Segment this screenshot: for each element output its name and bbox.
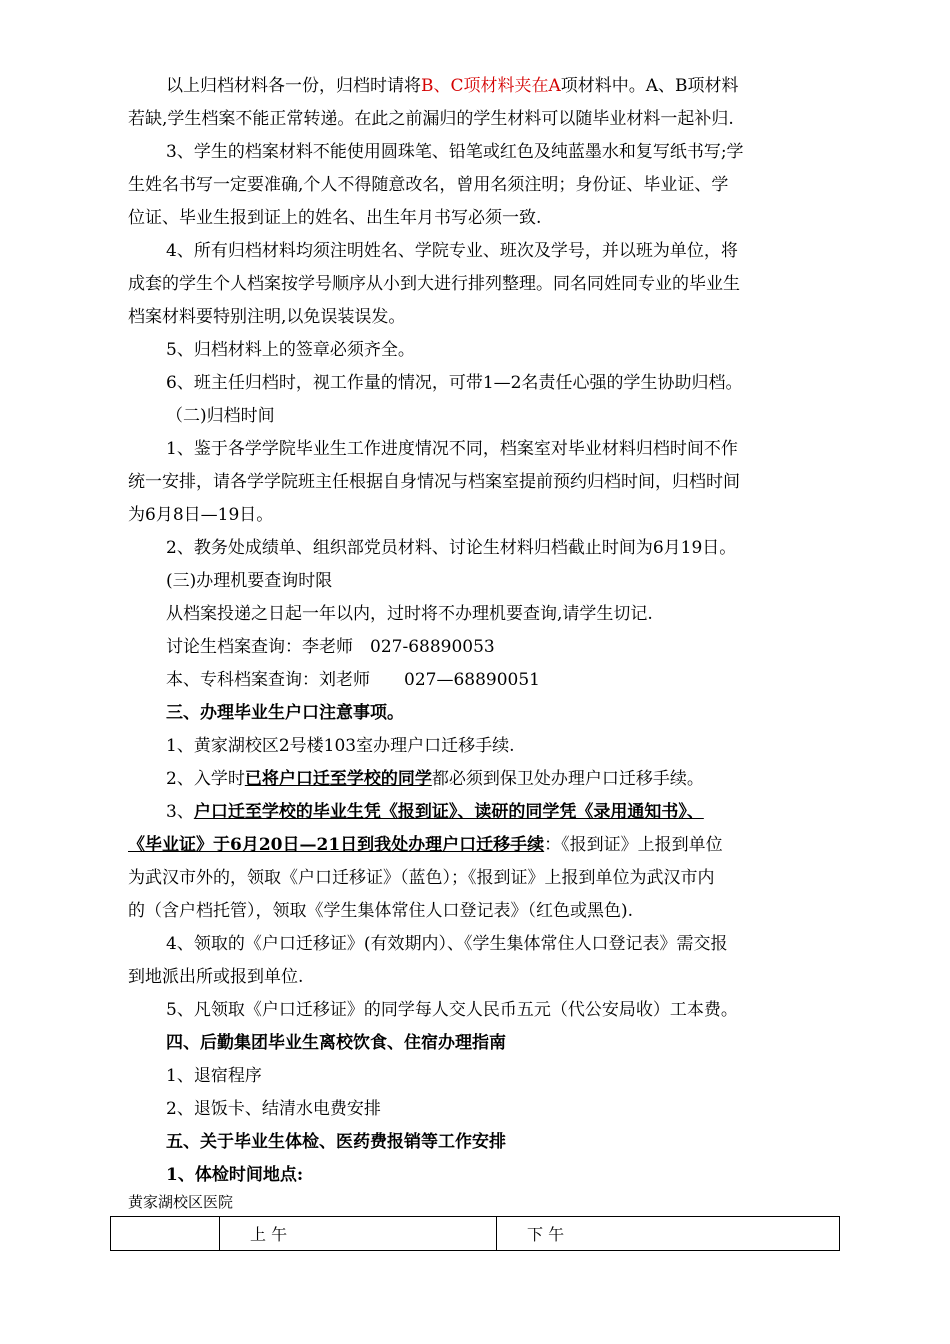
paragraph-line: 为武汉市外的，领取《户口迁移证》（蓝色）；《报到证》上报到单位为武汉市内 xyxy=(128,868,715,888)
paragraph-line: 从档案投递之日起一年以内，过时将不办理机要查询,请学生切记. xyxy=(166,604,653,624)
paragraph-line xyxy=(166,74,739,98)
table-caption: 黄家湖校区医院 xyxy=(128,1193,234,1211)
section-heading: 五、关于毕业生体检、医药费报销等工作安排 xyxy=(166,1132,506,1152)
table-row xyxy=(111,1217,840,1251)
exam-schedule-table xyxy=(110,1216,840,1251)
paragraph-line: 2、退饭卡、结清水电费安排 xyxy=(166,1099,381,1119)
contact-line: 讨论生档案查询：李老师 027-68890053 xyxy=(166,637,495,657)
paragraph-line: 档案材料要特别注明,以免误装误发。 xyxy=(128,307,406,327)
paragraph-line: 3、学生的档案材料不能使用圆珠笔、铅笔或红色及纯蓝墨水和复写纸书写;学 xyxy=(166,142,744,162)
paragraph-line: 统一安排，请各学学院班主任根据自身情况与档案室提前预约归档时间，归档时间 xyxy=(128,472,740,492)
paragraph-line: 成套的学生个人档案按学号顺序从小到大进行排列整理。同名同姓同专业的毕业生 xyxy=(128,274,740,294)
text-run: 3、 xyxy=(166,802,194,822)
table-header-afternoon: 下 午 xyxy=(497,1217,840,1251)
text-run: 都必须到保卫处办理户口迁移手续。 xyxy=(431,769,704,789)
emphasized-text: 《毕业证》于6月20日—21日到我处办理户口迁移手续 xyxy=(128,835,545,855)
text-run: 以上归档材料各一份，归档时请将 xyxy=(166,76,421,96)
emphasized-text: 户口迁至学校的毕业生凭《报到证》、读研的同学凭《录用通知书》、 xyxy=(193,802,704,822)
paragraph-line xyxy=(128,833,723,857)
paragraph-line: 1、鉴于各学学院毕业生工作进度情况不同，档案室对毕业材料归档时间不作 xyxy=(166,439,738,459)
paragraph-line: 5、归档材料上的签章必须齐全。 xyxy=(166,340,415,360)
contact-line: 本、专科档案查询：刘老师 027—68890051 xyxy=(166,670,540,690)
emphasized-text: 已将户口迁至学校的同学 xyxy=(244,769,432,789)
text-run: ：《报到证》上报到单位 xyxy=(544,835,723,855)
paragraph-line: 若缺,学生档案不能正常转递。在此之前漏归的学生材料可以随毕业材料一起补归. xyxy=(128,109,734,129)
table-cell xyxy=(111,1217,220,1251)
table-header-morning: 上 午 xyxy=(220,1217,497,1251)
paragraph-line: 5、凡领取《户口迁移证》的同学每人交人民币五元（代公安局收）工本费。 xyxy=(166,1000,738,1020)
paragraph-line: 4、领取的《户口迁移证》(有效期内）、《学生集体常住人口登记表》需交报 xyxy=(166,934,728,954)
paragraph-line: 1、黄家湖校区2号楼103室办理户口迁移手续. xyxy=(166,736,515,756)
paragraph-line: 6、班主任归档时，视工作量的情况，可带1—2名责任心强的学生协助归档。 xyxy=(166,373,743,393)
paragraph-line xyxy=(166,767,704,791)
paragraph-line: 为6月8日—19日。 xyxy=(128,505,274,525)
paragraph-line: 的（含户档托管），领取《学生集体常住人口登记表》（红色或黑色). xyxy=(128,901,634,921)
paragraph-line: 4、所有归档材料均须注明姓名、学院专业、班次及学号，并以班为单位，将 xyxy=(166,241,738,261)
paragraph-line: 生姓名书写一定要准确,个人不得随意改名，曾用名须注明；身份证、毕业证、学 xyxy=(128,175,729,195)
paragraph-line: 到地派出所或报到单位. xyxy=(128,967,304,987)
highlighted-text: B、C项材料夹在A xyxy=(421,76,561,96)
paragraph-line: 位证、毕业生报到证上的姓名、出生年月书写必须一致. xyxy=(128,208,542,228)
paragraph-line: 2、教务处成绩单、组织部党员材料、讨论生材料归档截止时间为6月19日。 xyxy=(166,538,737,558)
subsection-heading: 1、体检时间地点: xyxy=(166,1165,304,1185)
text-run: 2、入学时 xyxy=(166,769,245,789)
text-run: 项材料中。A、B项材料 xyxy=(560,76,739,96)
paragraph-line: 1、退宿程序 xyxy=(166,1066,262,1086)
paragraph-line xyxy=(166,800,704,824)
section-subheading: (三)办理机要查询时限 xyxy=(166,571,333,591)
section-heading: 三、办理毕业生户口注意事项。 xyxy=(166,703,404,723)
section-heading: 四、后勤集团毕业生离校饮食、住宿办理指南 xyxy=(166,1033,506,1053)
section-subheading: （二)归档时间 xyxy=(166,406,275,426)
